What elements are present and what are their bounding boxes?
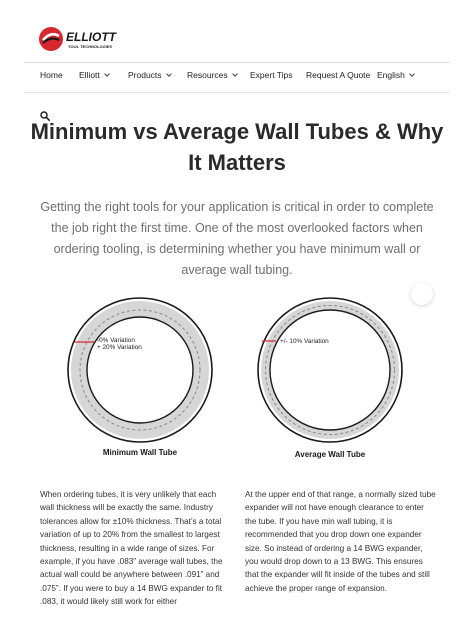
variation-label-high: + 20% Variation [97,344,142,351]
minimum-wall-tube-diagram [48,294,248,469]
nav-item-resources[interactable]: Resources [187,70,237,80]
page-title: Minimum vs Average Wall Tubes & Why It Matters [30,119,444,175]
header-divider [24,62,450,63]
nav-item-language[interactable]: English [377,70,414,80]
nav-item-elliott[interactable]: Elliott [79,70,109,80]
diagram-caption: Minimum Wall Tube [102,448,178,457]
nav-item-home[interactable]: Home [40,70,63,80]
nav-item-expert-tips[interactable]: Expert Tips [250,70,293,80]
body-column-right: At the upper end of that range, a normally sized tube expander will not have enough clearance to enter the tube. If you have min wall tubing, it is recommended that you drop down one expander size. So instead of ordering a 14 BWG expander, you would drop down to a 13 BWG. This ensures that the expander will fit inside of the tubes and still achieve the proper range of expansion. [245,490,436,593]
body-column-left: When ordering tubes, it is very unlikely that each wall thickness will be exactly the same. Industry tolerances allow for ±10% thickness. That’s a total variation of up to 20% from the smallest to largest thickness, resulting in a wide range of sizes. For example, if you have .083” average wall tubes, the actual wall could be anywhere between .091” and .075”. If you were to buy a 14 BWG expander to fit .083, it would likely still work for either [40,490,223,607]
main-nav [24,66,450,86]
chevron-down-icon [232,71,238,77]
chevron-down-icon [166,71,172,77]
logo-wordmark: ELLIOTT [66,30,116,44]
tube-inner-wall [270,310,390,430]
diagram-caption: Average Wall Tube [294,450,366,459]
elliott-logo[interactable] [38,24,138,58]
intro-paragraph: Getting the right tools for your application is critical in order to complete the job right the first time. One of the most overlooked factors when ordering tooling, is determining whether you have minimum wall or average wall tubing. [40,200,434,277]
nav-item-products[interactable]: Products [128,70,171,80]
logo-tagline: TOOL TECHNOLOGIES [68,44,113,49]
chevron-down-icon [409,71,415,77]
average-wall-tube-diagram [242,294,442,469]
nav-item-request-a-quote[interactable]: Request A Quote [306,70,371,80]
tube-inner-wall [87,317,193,423]
variation-label: +/- 10% Variation [280,338,329,345]
variation-label-low: -0% Variation [97,337,135,344]
chevron-down-icon [104,71,110,77]
nav-divider [24,92,450,93]
